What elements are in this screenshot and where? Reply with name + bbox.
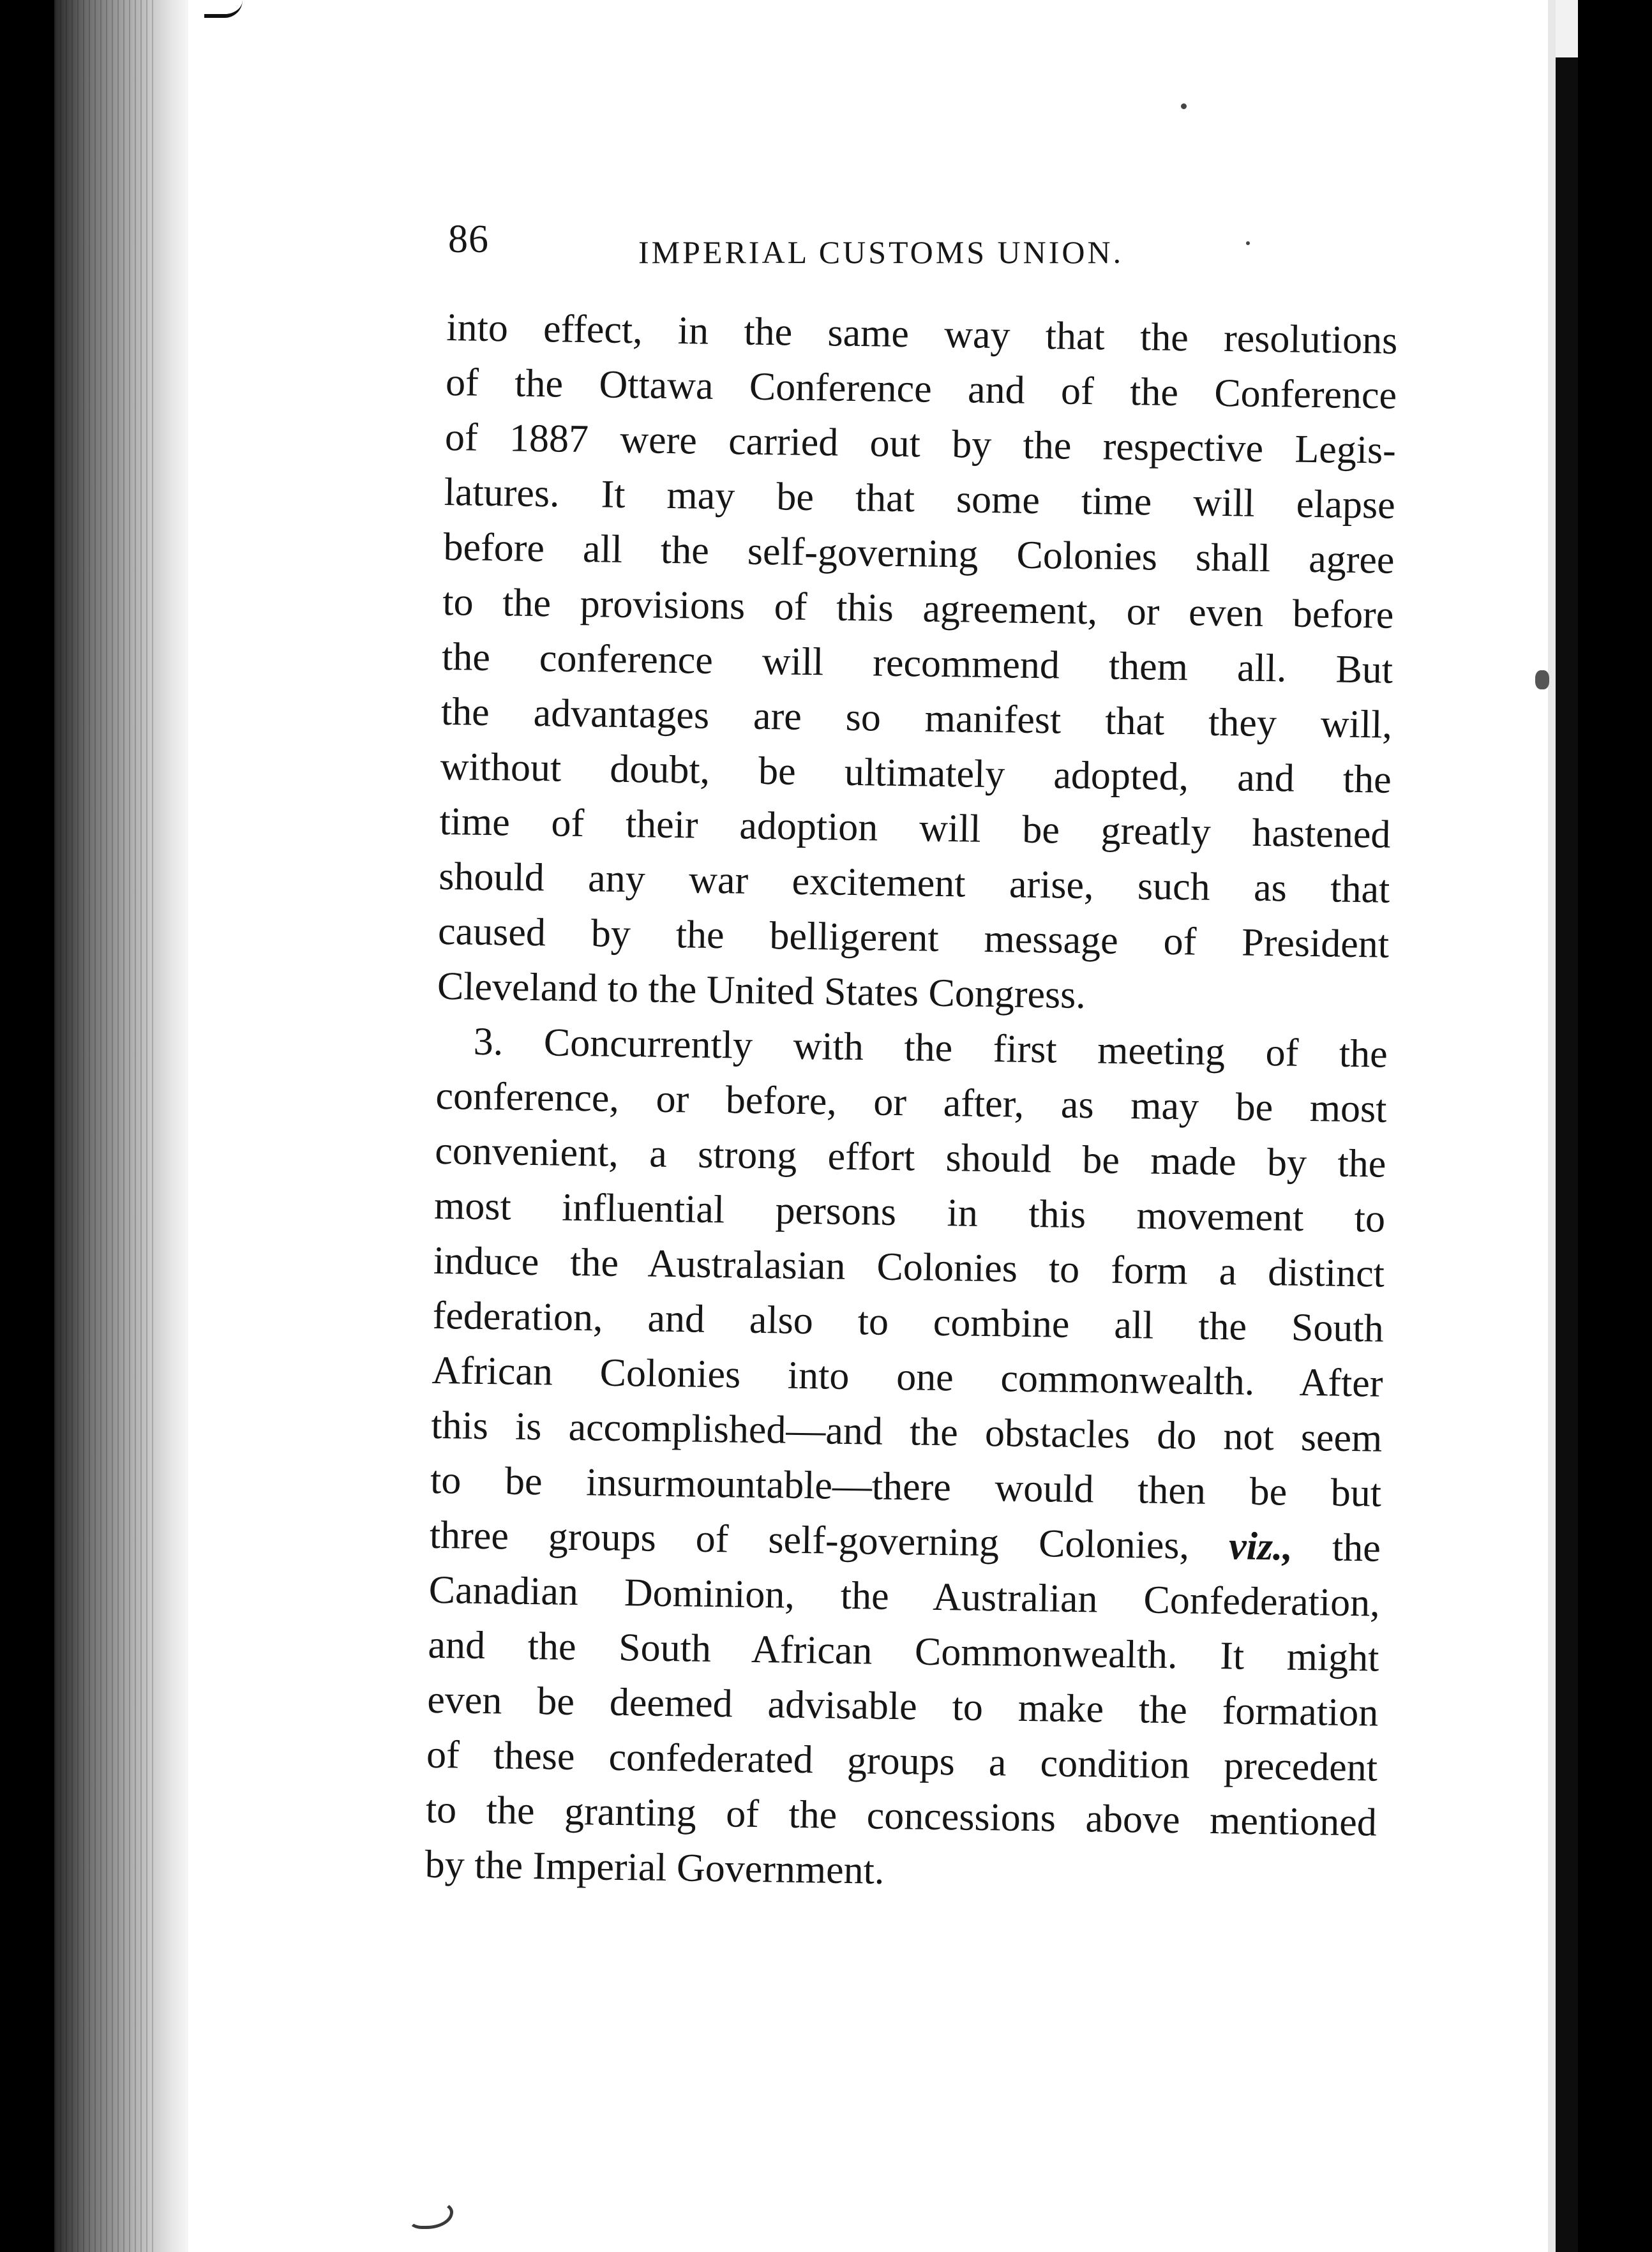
text-line: without doubt, be ultimately adopted, and the bbox=[440, 744, 1392, 802]
text-line: convenient, a strong effort should be made by the bbox=[434, 1129, 1386, 1186]
body-text bbox=[424, 300, 1398, 1905]
text-line: should any war excitement arise, such as that bbox=[438, 854, 1390, 912]
text-line: of 1887 were carried out by the respective Legis- bbox=[444, 415, 1397, 472]
scan-smudge bbox=[409, 2201, 453, 2229]
text-line: by the Imperial Government. bbox=[424, 1842, 885, 1893]
adjacent-page-top bbox=[1556, 0, 1578, 57]
scan-left-border bbox=[0, 0, 54, 2252]
italic-abbreviation: viz., bbox=[1228, 1524, 1293, 1569]
text-line: to the provisions of this agreement, or even before bbox=[442, 580, 1394, 637]
page-edge-lines bbox=[54, 0, 156, 2252]
text-line: most influential persons in this movement to bbox=[433, 1183, 1386, 1241]
text-line: 3. Concurrently with the first meeting of the bbox=[473, 1019, 1388, 1076]
text-line: African Colonies into one commonwealth. After bbox=[432, 1348, 1383, 1406]
page-gutter bbox=[1548, 0, 1556, 2252]
text-line: of the Ottawa Conference and of the Conference bbox=[445, 360, 1397, 417]
adjacent-page-edge bbox=[1556, 57, 1578, 2252]
text-line: Cleveland to the United States Congress. bbox=[437, 964, 1086, 1017]
scan-mark bbox=[204, 0, 243, 18]
text-line: the conference will recommend them all. But bbox=[441, 634, 1393, 692]
running-head: IMPERIAL CUSTOMS UNION. bbox=[638, 234, 1124, 270]
text-line: to the granting of the concessions above mentioned bbox=[425, 1787, 1378, 1845]
text-line: Canadian Dominion, the Australian Confederation, bbox=[428, 1568, 1381, 1625]
text-line: caused by the belligerent message of President bbox=[437, 909, 1390, 966]
text-line: conference, or before, or after, as may be most bbox=[435, 1074, 1387, 1131]
text-line: the advantages are so manifest that they will, bbox=[440, 689, 1393, 747]
text-line: into effect, in the same way that the resolutions bbox=[446, 305, 1398, 363]
scan-speck bbox=[1535, 670, 1549, 689]
text-line: induce the Australasian Colonies to form a distinct bbox=[433, 1238, 1385, 1296]
text-line: this is accomplished—and the obstacles do not seem bbox=[430, 1403, 1383, 1460]
text-line: of these confederated groups a condition precedent bbox=[426, 1732, 1378, 1790]
text-line: and the South African Commonwealth. It might bbox=[428, 1623, 1379, 1680]
text-line: time of their adoption will be greatly hastened bbox=[439, 799, 1391, 857]
page-number: 86 bbox=[448, 218, 489, 261]
scan-dot bbox=[1246, 241, 1250, 245]
text-line: before all the self-governing Colonies shall agree bbox=[443, 525, 1395, 582]
text-line: to be insurmountable—there would then be but bbox=[430, 1458, 1382, 1515]
text-line: three groups of self-governing Colonies, viz., the bbox=[429, 1513, 1381, 1570]
text-line: federation, and also to combine all the South bbox=[432, 1293, 1385, 1351]
scan-right-border bbox=[1578, 0, 1652, 2252]
text-line: latures. It may be that some time will elapse bbox=[444, 470, 1396, 527]
text-line: even be deemed advisable to make the formation bbox=[426, 1678, 1379, 1735]
scan-dot bbox=[1181, 103, 1187, 109]
